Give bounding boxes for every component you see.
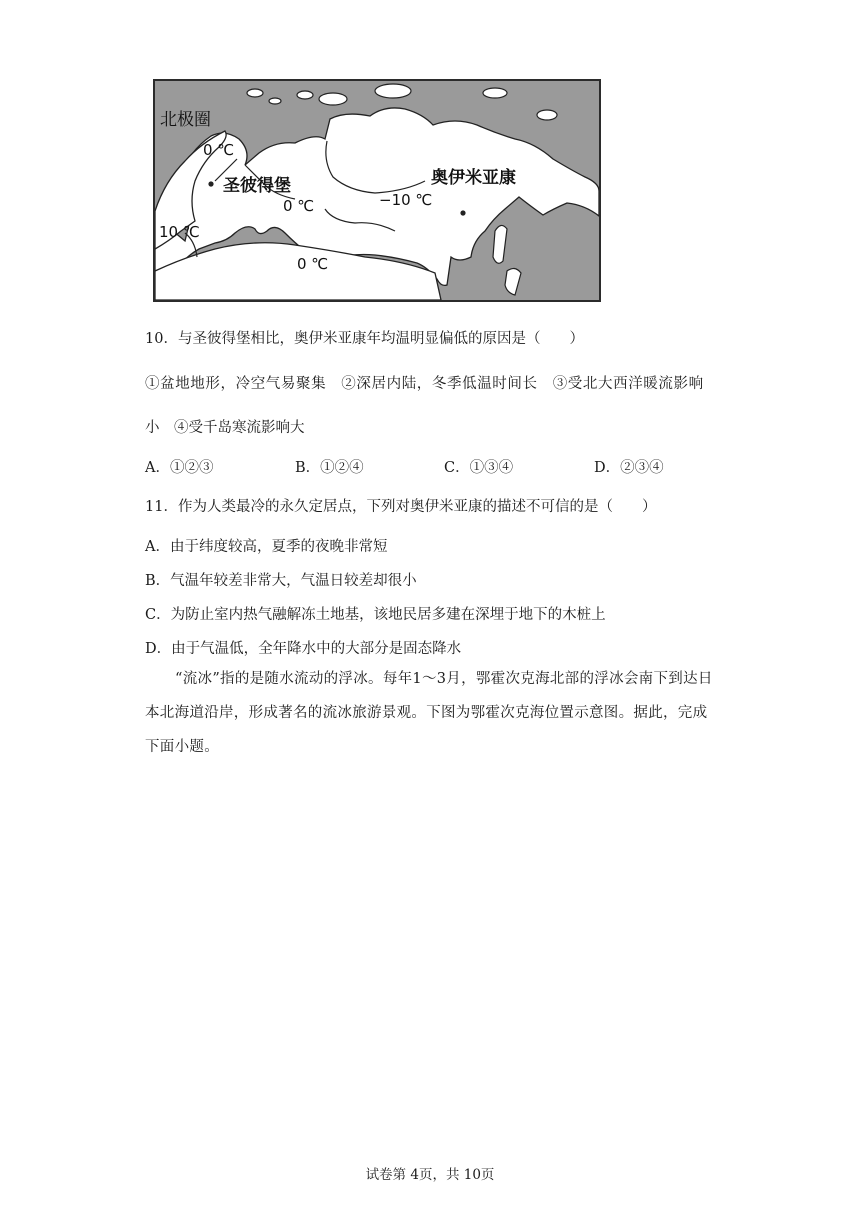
q11-choice-d[interactable]: D．由于气温低，全年降水中的大部分是固态降水 xyxy=(145,641,462,657)
q11-choice-b[interactable]: B．气温年较差非常大，气温日较差却很小 xyxy=(145,573,417,589)
map-label-st-petersburg: 圣彼得堡 xyxy=(223,176,291,196)
map-label-isotherm-10c: 10 ℃ xyxy=(159,223,200,241)
map-label-isotherm-0c-a: 0 ℃ xyxy=(203,141,235,159)
map-label-isotherm-neg10c: −10 ℃ xyxy=(379,191,433,209)
isotherm-map xyxy=(153,79,601,302)
map-label-isotherm-0c-b: 0 ℃ xyxy=(283,197,315,215)
map-label-oymyakon: 奥伊米亚康 xyxy=(431,168,516,188)
q10-statements-line2: 小 ④受千岛寒流影响大 xyxy=(145,420,305,436)
q10-choice-a[interactable]: A．①②③ xyxy=(145,460,214,476)
q11-choice-a[interactable]: A．由于纬度较高，夏季的夜晚非常短 xyxy=(145,539,388,555)
q10-choice-b[interactable]: B．①②④ xyxy=(295,460,364,476)
page-footer: 试卷第 4页，共 10页 xyxy=(365,1167,495,1183)
map-label-arctic-circle: 北极圈 xyxy=(160,110,211,130)
q11-choice-c[interactable]: C．为防止室内热气融解冻土地基，该地民居多建在深埋于地下的木桩上 xyxy=(145,607,606,623)
q11-stem: 11．作为人类最冷的永久定居点，下列对奥伊米亚康的描述不可信的是（ ） xyxy=(145,499,657,515)
q10-statements-line1: ①盆地地形，冷空气易聚集 ②深居内陆，冬季低温时间长 ③受北大西洋暖流影响 xyxy=(145,376,704,392)
passage-text: “流冰”指的是随水流动的浮冰。每年1～3月，鄂霍次克海北部的浮冰会南下到达日本北海道沿岸，形成著名的流冰旅游景观。下图为鄂霍次克海位置示意图。据此，完成下面小题。 xyxy=(145,671,713,755)
map-label-isotherm-0c-c: 0 ℃ xyxy=(297,255,329,273)
q10-choice-c[interactable]: C．①③④ xyxy=(444,460,514,476)
q10-choice-d[interactable]: D．②③④ xyxy=(594,460,664,476)
q10-stem: 10．与圣彼得堡相比，奥伊米亚康年均温明显偏低的原因是（ ） xyxy=(145,331,584,347)
